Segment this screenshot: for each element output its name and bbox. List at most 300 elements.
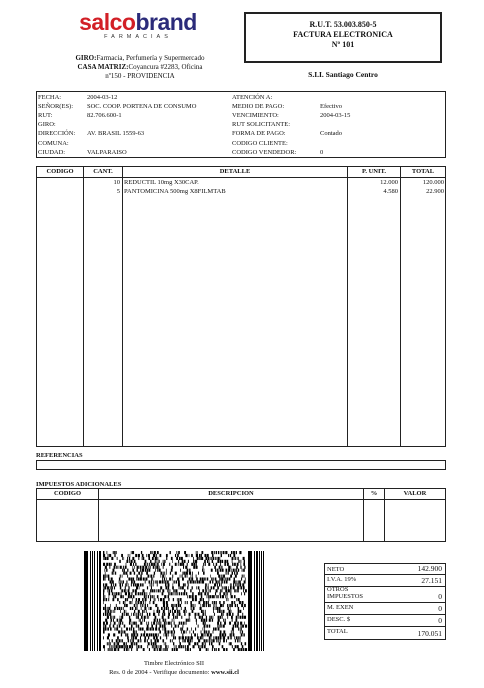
barcode-bar	[179, 642, 181, 645]
barcode-bar	[113, 572, 114, 575]
barcode-bar	[209, 560, 210, 563]
sii-website-link[interactable]: www.sii.cl	[211, 669, 239, 676]
barcode-bar	[153, 575, 154, 578]
barcode-bar	[192, 586, 193, 589]
barcode-bar	[192, 580, 194, 583]
barcode-bar	[195, 627, 196, 630]
barcode-bar	[157, 648, 158, 651]
barcode-bar	[174, 580, 175, 583]
barcode-bar	[228, 569, 230, 572]
barcode-bar	[110, 563, 111, 566]
barcode-bar	[151, 625, 153, 628]
totals-value: 0	[438, 604, 442, 613]
customer-header-box	[36, 91, 446, 158]
barcode-bar	[190, 639, 192, 642]
barcode-bar	[119, 566, 120, 569]
barcode-bar	[154, 595, 155, 598]
barcode-bar	[112, 639, 113, 642]
barcode-bar	[148, 554, 150, 557]
barcode-bar	[182, 575, 183, 578]
barcode-bar	[129, 557, 130, 560]
barcode-bar	[123, 601, 124, 604]
barcode-bar	[142, 610, 143, 613]
barcode-bar	[185, 648, 186, 651]
barcode-bar	[237, 625, 239, 628]
barcode-bar	[195, 595, 197, 598]
barcode-bar	[179, 636, 181, 639]
barcode-bar	[218, 648, 220, 651]
barcode-bar	[129, 645, 131, 648]
barcode-bar	[244, 622, 245, 625]
barcode-bar	[227, 604, 228, 607]
column-divider	[83, 167, 84, 446]
barcode-bar	[165, 648, 166, 651]
barcode-bar	[207, 595, 208, 598]
barcode-bar	[238, 627, 239, 630]
barcode-bar	[124, 572, 125, 575]
barcode-bar	[203, 619, 205, 622]
barcode-bar	[166, 622, 167, 625]
barcode-bar	[123, 607, 124, 610]
barcode-bar	[187, 601, 188, 604]
barcode-bar	[120, 622, 122, 625]
barcode-bar	[210, 633, 212, 636]
barcode-bar	[209, 580, 211, 583]
barcode-bar	[163, 566, 164, 569]
barcode-bar	[131, 613, 132, 616]
imp-col-valor: VALOR	[385, 489, 445, 500]
barcode-bar	[225, 586, 227, 589]
barcode-bar	[220, 589, 221, 592]
barcode-bar	[245, 642, 247, 645]
barcode-bar	[156, 589, 157, 592]
barcode-bar	[163, 598, 165, 601]
barcode-bar	[115, 572, 116, 575]
barcode-bar	[244, 604, 246, 607]
barcode-bar	[202, 613, 204, 616]
barcode-bar	[112, 580, 114, 583]
barcode-bar	[220, 595, 221, 598]
barcode-bar	[134, 572, 135, 575]
barcode-bar	[212, 580, 213, 583]
barcode-bar	[108, 575, 110, 578]
barcode-bar	[117, 607, 118, 610]
barcode-bar	[172, 586, 174, 589]
barcode-bar	[157, 551, 159, 554]
barcode-bar	[132, 622, 133, 625]
barcode-bar	[207, 554, 209, 557]
barcode-bar	[181, 616, 182, 619]
barcode-bar	[109, 595, 110, 598]
header-field-label: CODIGO VENDEDOR:	[232, 148, 297, 156]
barcode-bar	[204, 560, 206, 563]
header-field-value: 0	[320, 148, 324, 156]
barcode-bar	[152, 627, 154, 630]
barcode-bar	[232, 613, 233, 616]
barcode-bar	[180, 575, 181, 578]
barcode-bar	[211, 642, 213, 645]
barcode-bar	[133, 595, 135, 598]
barcode-bar	[231, 566, 232, 569]
barcode-bar	[222, 595, 224, 598]
barcode-bar	[186, 572, 188, 575]
barcode-bar	[104, 648, 105, 651]
barcode-bar	[207, 648, 208, 651]
barcode-bar	[188, 619, 189, 622]
barcode-bar	[123, 566, 124, 569]
barcode-bar	[132, 557, 134, 560]
barcode-bar	[104, 557, 106, 560]
barcode-bar	[201, 616, 203, 619]
barcode-bar	[229, 577, 231, 580]
imp-col-descripcion: DESCRIPCION	[99, 489, 363, 500]
barcode-bar	[152, 589, 154, 592]
barcode-bar	[237, 639, 238, 642]
barcode-bar	[192, 572, 193, 575]
barcode-bar	[114, 563, 116, 566]
barcode-bar	[204, 639, 206, 642]
barcode-bar	[212, 554, 213, 557]
emitter-info	[60, 54, 220, 81]
barcode-bar	[150, 595, 151, 598]
barcode-bar	[242, 625, 244, 628]
barcode-bar	[233, 586, 235, 589]
barcode-bar	[117, 625, 118, 628]
barcode-bar	[205, 589, 207, 592]
barcode-bar	[244, 575, 245, 578]
barcode-bar	[190, 601, 192, 604]
barcode-bar	[136, 633, 138, 636]
barcode-bar	[256, 551, 258, 651]
barcode-bar	[127, 575, 128, 578]
barcode-bar	[232, 627, 234, 630]
barcode-bar	[212, 645, 214, 648]
barcode-bar	[205, 586, 207, 589]
barcode-bar	[230, 554, 231, 557]
barcode-bar	[154, 598, 155, 601]
barcode-bar	[165, 586, 167, 589]
barcode-bar	[179, 610, 180, 613]
barcode-bar	[229, 622, 231, 625]
barcode-bar	[140, 575, 141, 578]
barcode-bar	[159, 619, 160, 622]
barcode-bar	[189, 569, 190, 572]
barcode-bar	[230, 586, 232, 589]
barcode-bar	[145, 580, 146, 583]
barcode-bar	[243, 586, 245, 589]
barcode-bar	[192, 639, 193, 642]
barcode-bar	[164, 607, 166, 610]
col-codigo: CODIGO	[37, 167, 83, 178]
barcode-bar	[206, 619, 207, 622]
barcode-bar	[103, 625, 104, 628]
barcode-bar	[107, 586, 109, 589]
header-field-label: CIUDAD:	[38, 148, 66, 156]
barcode-bar	[201, 619, 203, 622]
barcode-bar	[174, 622, 175, 625]
barcode-bar	[191, 607, 192, 610]
barcode-bar	[231, 583, 232, 586]
barcode-bar	[138, 601, 140, 604]
barcode-bar	[182, 563, 184, 566]
barcode-bar	[243, 569, 245, 572]
column-divider	[384, 489, 385, 541]
barcode-bar	[177, 577, 179, 580]
barcode-bar	[196, 577, 198, 580]
barcode-bar	[123, 572, 124, 575]
barcode-bar	[135, 589, 137, 592]
barcode-bar	[222, 604, 223, 607]
barcode-bar	[131, 648, 132, 651]
barcode-bar	[199, 557, 200, 560]
barcode-bar	[196, 551, 197, 554]
barcode-bar	[187, 563, 188, 566]
barcode-bar	[217, 586, 219, 589]
barcode-bar	[110, 616, 112, 619]
barcode-bar	[196, 575, 197, 578]
barcode-bar	[108, 642, 109, 645]
barcode-bar	[207, 639, 208, 642]
barcode-bar	[228, 572, 229, 575]
barcode-bar	[165, 633, 167, 636]
barcode-bar	[171, 592, 173, 595]
barcode-bar	[183, 630, 185, 633]
barcode-bar	[157, 619, 158, 622]
barcode-bar	[203, 598, 204, 601]
barcode-bar	[116, 627, 118, 630]
barcode-bar	[138, 592, 139, 595]
barcode-bar	[160, 586, 162, 589]
barcode-bar	[187, 639, 189, 642]
barcode-bar	[121, 616, 123, 619]
barcode-bar	[104, 625, 106, 628]
barcode-bar	[164, 595, 166, 598]
barcode-bar	[155, 633, 157, 636]
barcode-bar	[231, 633, 232, 636]
barcode-bar	[138, 557, 139, 560]
barcode-bar	[194, 633, 196, 636]
totals-row	[325, 626, 445, 639]
barcode-bar	[206, 616, 207, 619]
barcode-bar	[213, 627, 214, 630]
barcode-bar	[228, 589, 230, 592]
barcode-bar	[143, 557, 145, 560]
barcode-bar	[192, 592, 194, 595]
barcode-bar	[137, 616, 139, 619]
barcode-bar	[231, 551, 232, 554]
header-field-value: Contado	[320, 130, 343, 138]
barcode-bar	[175, 636, 176, 639]
barcode-bar	[108, 554, 109, 557]
col-punit: P. UNIT.	[348, 167, 400, 178]
barcode-bar	[170, 551, 171, 554]
barcode-bar	[174, 630, 175, 633]
barcode-bar	[122, 583, 123, 586]
barcode-bar	[120, 616, 121, 619]
barcode-bar	[167, 630, 169, 633]
barcode-bar	[117, 642, 119, 645]
barcode-bar	[178, 560, 179, 563]
barcode-bar	[219, 557, 220, 560]
barcode-bar	[214, 613, 215, 616]
barcode-bar	[128, 554, 129, 557]
logo-word-salco: salco	[79, 9, 136, 35]
barcode-bar	[122, 575, 123, 578]
barcode-bar	[219, 583, 220, 586]
barcode-bar	[149, 563, 150, 566]
barcode-bar	[108, 648, 109, 651]
barcode-bar	[173, 642, 174, 645]
barcode-bar	[200, 577, 202, 580]
barcode-bar	[116, 639, 118, 642]
barcode-bar	[212, 619, 213, 622]
barcode-bar	[124, 589, 126, 592]
barcode-bar	[145, 598, 147, 601]
barcode-bar	[142, 598, 144, 601]
barcode-bar	[153, 601, 155, 604]
barcode-bar	[121, 645, 123, 648]
barcode-bar	[208, 630, 209, 633]
barcode-bar	[149, 592, 150, 595]
barcode-bar	[151, 586, 152, 589]
barcode-bar	[135, 636, 137, 639]
barcode-bar	[201, 595, 202, 598]
barcode-bar	[204, 569, 205, 572]
barcode-bar	[182, 633, 183, 636]
barcode-bar	[207, 592, 209, 595]
barcode-bar	[144, 607, 146, 610]
barcode-bar	[200, 604, 201, 607]
barcode-bar	[198, 639, 200, 642]
column-divider	[122, 167, 123, 446]
barcode-bar	[222, 645, 224, 648]
barcode-bar	[127, 598, 128, 601]
barcode-bar	[132, 598, 133, 601]
barcode-bar	[231, 604, 233, 607]
barcode-bar	[160, 575, 161, 578]
column-divider	[98, 489, 99, 541]
barcode-bar	[187, 569, 189, 572]
barcode-bar	[134, 642, 135, 645]
barcode-bar	[135, 583, 137, 586]
barcode-bar	[125, 633, 126, 636]
barcode-bar	[186, 592, 187, 595]
barcode-bar	[166, 607, 167, 610]
header-field-label: COMUNA:	[38, 139, 69, 147]
barcode-bar	[167, 589, 168, 592]
barcode-bar	[186, 610, 187, 613]
barcode-bar	[106, 563, 108, 566]
barcode-bar	[115, 645, 117, 648]
barcode-bar	[149, 633, 150, 636]
barcode-bar	[235, 639, 236, 642]
barcode-bar	[90, 551, 91, 651]
barcode-bar	[235, 557, 236, 560]
barcode-bar	[217, 572, 219, 575]
barcode-bar	[239, 636, 240, 639]
barcode-bar	[136, 575, 137, 578]
barcode-bar	[157, 563, 158, 566]
barcode-bar	[140, 622, 142, 625]
barcode-bar	[163, 563, 165, 566]
barcode-bar	[174, 610, 176, 613]
barcode-bar	[132, 577, 134, 580]
barcode-bar	[138, 613, 140, 616]
barcode-bar	[140, 639, 141, 642]
barcode-bar	[239, 583, 241, 586]
barcode-bar	[176, 616, 177, 619]
barcode-bar	[215, 592, 216, 595]
barcode-bar	[243, 607, 244, 610]
barcode-bar	[241, 642, 242, 645]
barcode-bar	[216, 551, 217, 554]
barcode-bar	[230, 633, 231, 636]
barcode-bar	[107, 551, 108, 554]
barcode-bar	[129, 560, 130, 563]
barcode-bar	[103, 630, 105, 633]
barcode-bar	[162, 639, 164, 642]
barcode-bar	[205, 583, 207, 586]
barcode-bar	[173, 589, 174, 592]
barcode-bar	[136, 622, 137, 625]
barcode-bar	[170, 639, 171, 642]
barcode-bar	[161, 563, 162, 566]
barcode-bar	[144, 610, 145, 613]
barcode-bar	[225, 551, 227, 554]
barcode-bar	[236, 636, 238, 639]
barcode-bar	[126, 604, 128, 607]
barcode-bar	[216, 648, 217, 651]
barcode-bar	[185, 583, 186, 586]
barcode-bar	[219, 607, 221, 610]
barcode-bar	[119, 577, 120, 580]
barcode-bar	[224, 622, 226, 625]
barcode-bar	[143, 601, 144, 604]
barcode-bar	[206, 601, 208, 604]
barcode-bar	[106, 557, 108, 560]
barcode-bar	[190, 630, 191, 633]
barcode-bar	[222, 616, 223, 619]
barcode-bar	[170, 592, 171, 595]
barcode-bar	[109, 639, 110, 642]
barcode-bar	[221, 575, 222, 578]
barcode-bar	[126, 642, 127, 645]
item-quantity: 5	[116, 188, 120, 195]
barcode-bar	[179, 622, 181, 625]
barcode-bar	[168, 583, 170, 586]
barcode-bar	[175, 589, 177, 592]
barcode-bar	[201, 551, 203, 554]
referencias-label: REFERENCIAS	[36, 452, 83, 459]
barcode-bar	[109, 613, 111, 616]
totals-row	[325, 586, 445, 603]
barcode-bar	[115, 583, 116, 586]
barcode-bar	[136, 604, 137, 607]
barcode-bar	[206, 648, 207, 651]
barcode-bar	[232, 560, 233, 563]
barcode-bar	[168, 633, 169, 636]
barcode-bar	[135, 563, 136, 566]
barcode-bar	[118, 639, 120, 642]
barcode-bar	[188, 642, 190, 645]
barcode-bar	[131, 592, 132, 595]
barcode-bar	[220, 630, 222, 633]
barcode-bar	[126, 610, 127, 613]
barcode-bar	[114, 592, 115, 595]
barcode-bar	[213, 604, 214, 607]
barcode-bar	[153, 563, 155, 566]
header-field-value: Efectivo	[320, 103, 343, 111]
